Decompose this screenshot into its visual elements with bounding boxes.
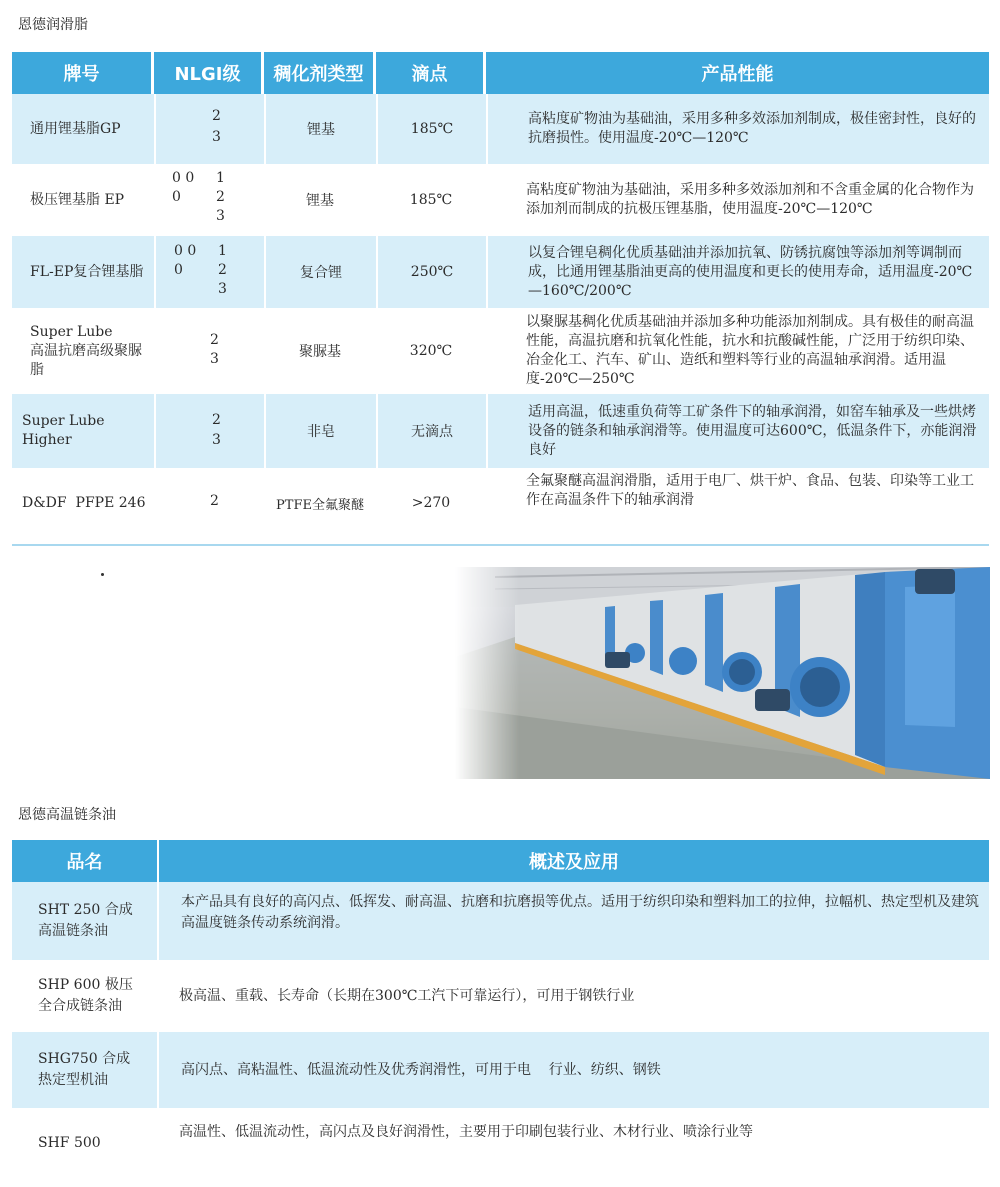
grease-table [12, 52, 989, 538]
oil-section-title: 恩德高温链条油 [18, 807, 116, 823]
table-row [12, 394, 989, 468]
table-row [12, 1108, 989, 1178]
oil-table-header [12, 840, 989, 882]
nlgi-grades: 2 3 [210, 332, 219, 367]
description-text: 高闪点、高粘温性、低温流动性及优秀润滑性，可用于电 行业、纺织、钢铁 [157, 1032, 989, 1108]
nlgi-grades: 2 3 [212, 108, 221, 145]
nlgi-grades-secondary: 0 0 0 [174, 243, 197, 278]
table-row [12, 308, 989, 394]
description-text: 极高温、重载、长寿命（长期在300℃工汽下可靠运行），可用于钢铁行业 [179, 987, 635, 1004]
product-name: SHF 500 [38, 1134, 101, 1151]
thickener-type: 非皂 [264, 394, 376, 468]
table-row [12, 960, 989, 1032]
table-row [12, 164, 989, 236]
header-performance: 产品性能 [486, 52, 989, 94]
header-drop-point: 滴点 [376, 52, 486, 94]
description-text: 本产品具有良好的高闪点、低挥发、耐高温、抗磨和抗磨损等优点。适用于纺织印染和塑料加工的拉伸，拉幅机、热定型机及建筑高温度链条传动系统润滑。 [157, 882, 989, 960]
product-name: 通用锂基脂GP [30, 120, 121, 137]
product-name: Super Lube 高温抗磨高级聚脲脂 [30, 323, 142, 378]
drop-point: 无滴点 [376, 394, 486, 468]
table-row [12, 882, 989, 960]
thickener-type: 锂基 [264, 94, 376, 164]
product-name: D&DF PFPE 246 [22, 494, 146, 511]
header-thickener: 稠化剂类型 [264, 52, 376, 94]
thickener-type: 复合锂 [264, 236, 376, 308]
performance-text: 以聚脲基稠化优质基础油并添加多种功能添加剂制成。具有极佳的耐高温性能，高温抗磨和抗氧化性能，抗水和抗酸碱性能，广泛用于纺织印染、冶金化工、汽车、矿山、造纸和塑料等行业的高温轴承润滑。适用温度-20℃—250℃ [526, 314, 974, 387]
performance-text: 以复合锂皂稠化优质基础油并添加抗氧、防锈抗腐蚀等添加剂等调制而成，比通用锂基脂油更高的使用温度和更长的使用寿命，适用温度-20℃—160℃/200℃ [486, 236, 989, 308]
drop-point: >270 [411, 495, 451, 511]
drop-point: 185℃ [376, 94, 486, 164]
drop-point: 320℃ [409, 343, 453, 359]
thickener-type: 聚脲基 [299, 344, 341, 360]
product-name: SHP 600 极压 全合成链条油 [38, 977, 133, 1014]
grease-table-header [12, 52, 989, 94]
drop-point: 185℃ [409, 192, 453, 208]
nlgi-grades: 1 2 3 [218, 243, 227, 297]
table-row [12, 468, 989, 538]
nlgi-grades: 2 [210, 493, 219, 509]
header-description: 概述及应用 [157, 840, 989, 882]
factory-photo [455, 567, 990, 779]
product-name: FL-EP复合锂基脂 [30, 263, 144, 280]
stray-dot [101, 573, 104, 576]
table-row [12, 1032, 989, 1108]
header-brand: 牌号 [12, 52, 154, 94]
performance-text: 高粘度矿物油为基础油，采用多种多效添加剂和不含重金属的化合物作为添加剂而制成的抗极压锂基脂，使用温度-20℃—120℃ [526, 182, 974, 217]
nlgi-grades-secondary: 0 0 0 [172, 170, 195, 205]
table-row [12, 236, 989, 308]
performance-text: 适用高温，低速重负荷等工矿条件下的轴承润滑，如窑车轴承及一些烘烤设备的链条和轴承润滑等。使用温度可达600℃，低温条件下，亦能润滑良好 [486, 394, 989, 468]
oil-table [12, 840, 989, 1178]
performance-text: 高粘度矿物油为基础油，采用多种多效添加剂制成，极佳密封性，良好的抗磨损性。使用温度-20℃—120℃ [486, 94, 989, 164]
product-name: SHT 250 合成 高温链条油 [38, 902, 133, 939]
thickener-type: 锂基 [306, 193, 334, 209]
factory-machine-illustration [455, 567, 990, 779]
grease-section-title: 恩德润滑脂 [18, 17, 88, 33]
description-text: 高温性、低温流动性，高闪点及良好润滑性，主要用于印刷包装行业、木材行业、喷涂行业等 [179, 1124, 753, 1140]
product-name: 极压锂基脂 EP [30, 191, 125, 208]
thickener-type: PTFE全氟聚醚 [276, 497, 364, 513]
header-product-name: 品名 [12, 840, 157, 882]
table-row [12, 94, 989, 164]
nlgi-grades: 1 2 3 [216, 170, 225, 224]
header-nlgi: NLGI级 [154, 52, 264, 94]
nlgi-grades: 2 3 [212, 412, 221, 448]
product-name: SHG750 合成 热定型机油 [38, 1051, 131, 1088]
drop-point: 250℃ [376, 236, 486, 308]
table-divider [12, 544, 989, 546]
performance-text: 全氟聚醚高温润滑脂，适用于电厂、烘干炉、食品、包装、印染等工业工作在高温条件下的轴承润滑 [526, 473, 974, 508]
product-name: Super Lube Higher [22, 413, 105, 448]
